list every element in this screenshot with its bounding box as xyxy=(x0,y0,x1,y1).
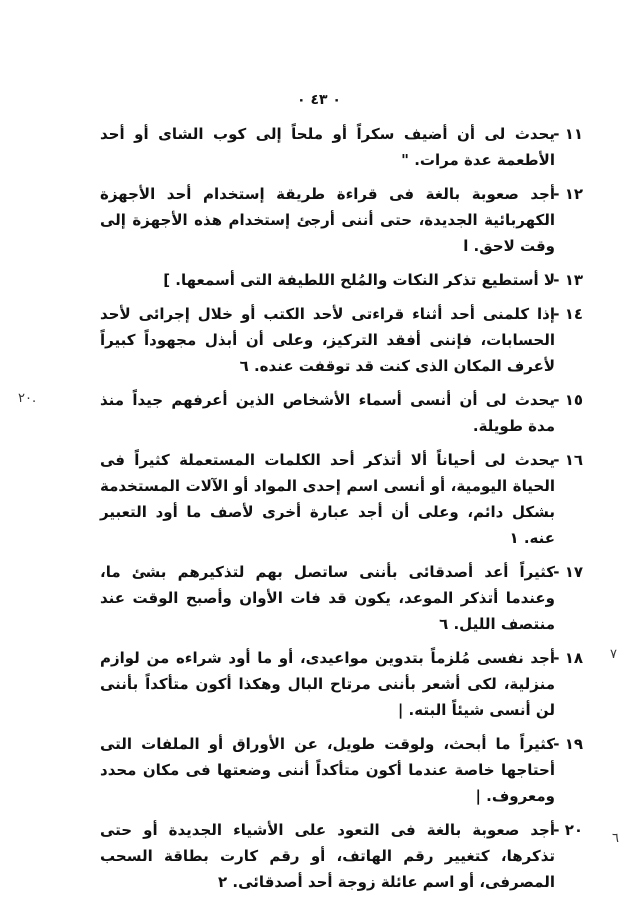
item-text: يحدث لى أن أنسى أسماء الأشخاص الذين أعرفهم جيداً منذ مدة طويلة. xyxy=(100,391,555,435)
item-number: ١٢ - xyxy=(553,185,583,203)
item-text: يحدث لى أحياناً ألا أتذكر أحد الكلمات المستعملة كثيراً فى الحياة اليومية، أو أنسى اسم إحدى المواد أو الآلات المستخدمة بشكل دائم، وعلى أن أجد عبارة أخرى لأصف ما أود التعبير عنه. ١ xyxy=(100,451,555,547)
margin-note: ٢٠. xyxy=(18,391,37,406)
item-text: يحدث لى أن أضيف سكراً أو ملحاً إلى كوب الشاى أو أحد الأطعمة عدة مرات. " xyxy=(100,125,555,169)
item-number: ٢٠ - xyxy=(553,821,583,839)
item-text: أجد نفسى مُلزماً بتدوين مواعيدى، أو ما أود شراءه من لوازم منزلية، لكى أشعر بأننى مرتاح البال وهكذا أكون متأكداً بأننى لن أنسى شيئاً البته. | xyxy=(100,649,555,719)
list-item-13 xyxy=(100,267,583,293)
item-text: أجد صعوبة بالغة فى التعود على الأشياء الجديدة أو حتى تذكرها، كتغيير رقم الهاتف، أو رقم كارت بطاقة السحب المصرفى، أو اسم عائلة زوجة أحد أصدقائى. ٢ xyxy=(100,821,555,891)
list-item-18 xyxy=(100,645,617,723)
list-item-17 xyxy=(100,559,583,637)
item-number: ١٨ - xyxy=(553,649,583,667)
item-text: لا أستطيع تذكر النكات والمُلح اللطيفة التى أسمعها. ] xyxy=(163,271,555,289)
list-item-16 xyxy=(100,447,583,551)
item-number: ١٧ - xyxy=(553,563,583,581)
page-number: ٠ ٤٣ ٠ xyxy=(297,92,341,108)
item-number: ١١ - xyxy=(553,125,583,143)
item-number: ١٩ - xyxy=(553,735,583,753)
list-item-11 xyxy=(100,121,583,173)
item-number: ١٣ - xyxy=(553,271,583,289)
list-item-20 xyxy=(100,817,619,895)
list-item-14 xyxy=(100,301,583,379)
item-text: كثيراً أعد أصدقائى بأننى ساتصل بهم لتذكيرهم بشئ ما، وعندما أتذكر الموعد، يكون قد فات الأوان وأصبح الوقت عند منتصف الليل. ٦ xyxy=(100,563,555,633)
item-text: إذا كلمنى أحد أثناء قراءتى لأحد الكتب أو خلال إجرائى لأحد الحسابات، فإننى أفقد التركيز، وعلى أن أبذل مجهوداً كبيراً لأعرف المكان الذى كنت قد توقفت عنده. ٦ xyxy=(100,305,555,375)
list-item-19 xyxy=(100,731,583,809)
list-item-12 xyxy=(100,181,583,259)
item-number: ١٤ - xyxy=(553,305,583,323)
item-number: ١٦ - xyxy=(553,451,583,469)
margin-note: ٦ xyxy=(612,831,619,846)
item-number: ١٥ - xyxy=(553,391,583,409)
question-list xyxy=(18,121,619,903)
list-item-15 xyxy=(18,387,583,439)
item-text: كثيراً ما أبحث، ولوقت طويل، عن الأوراق أو الملفات التى أحتاجها خاصة عندما أكون متأكداً أننى وضعتها فى مكان محدد ومعروف. | xyxy=(100,735,555,805)
margin-note: ٧ xyxy=(610,647,617,662)
item-text: أجد صعوبة بالغة فى قراءة طريقة إستخدام أحد الأجهزة الكهربائية الجديدة، حتى أننى أرجئ إستخدام هذه الأجهزة إلى وقت لاحق. ا xyxy=(100,185,555,255)
